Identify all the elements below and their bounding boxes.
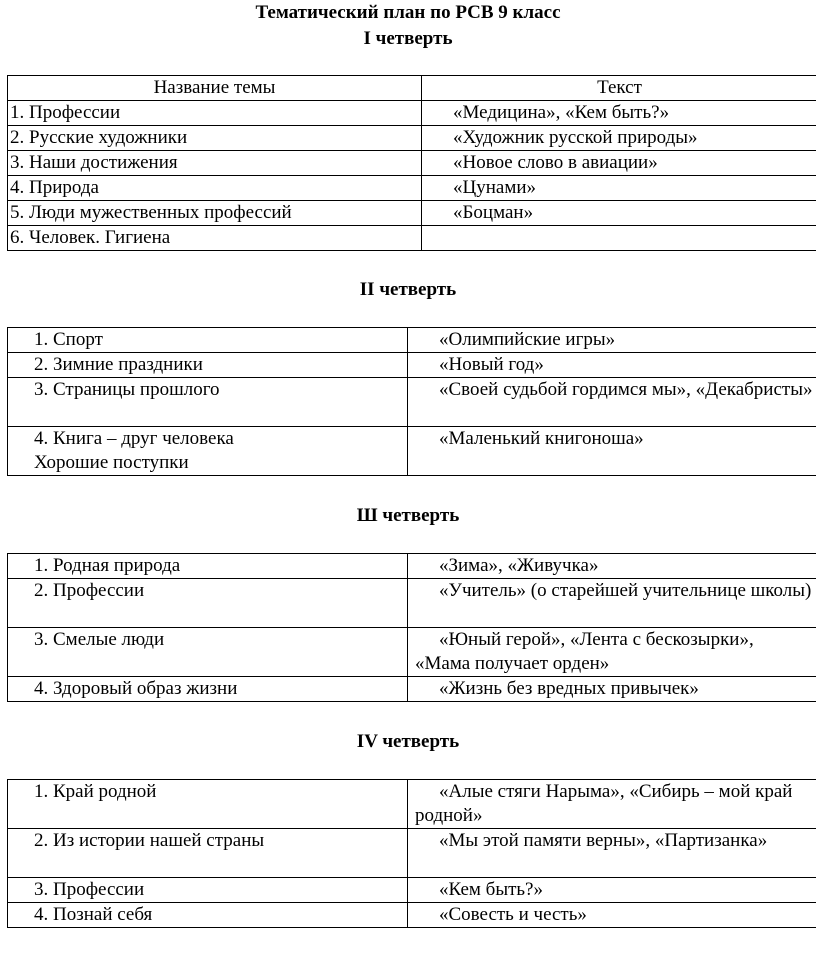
text-cell: «Алые стяги Нарыма», «Сибирь – мой край родной» bbox=[408, 780, 816, 829]
text-cell bbox=[422, 226, 816, 251]
table-row bbox=[8, 829, 816, 878]
text-cell: «Жизнь без вредных привычек» bbox=[408, 677, 816, 702]
table-row bbox=[8, 151, 816, 176]
text-cell: «Зима», «Живучка» bbox=[408, 554, 816, 579]
text-cell: «Медицина», «Кем быть?» bbox=[422, 101, 816, 126]
table-row bbox=[8, 328, 816, 353]
column-header-topic: Название темы bbox=[8, 76, 422, 101]
topic-cell: 4. Природа bbox=[8, 176, 422, 201]
table-row bbox=[8, 126, 816, 151]
text-cell: «Кем быть?» bbox=[408, 878, 816, 903]
text-cell: «Совесть и честь» bbox=[408, 903, 816, 928]
text-cell: «Мы этой памяти верны», «Партизанка» bbox=[408, 829, 816, 878]
topic-cell: 3. Страницы прошлого bbox=[8, 378, 408, 427]
topic-cell: 1. Край родной bbox=[8, 780, 408, 829]
table-row bbox=[8, 878, 816, 903]
topic-cell: 6. Человек. Гигиена bbox=[8, 226, 422, 251]
text-cell: «Художник русской природы» bbox=[422, 126, 816, 151]
table-header-row bbox=[8, 76, 816, 101]
topic-cell: 4. Здоровый образ жизни bbox=[8, 677, 408, 702]
text-cell: «Боцман» bbox=[422, 201, 816, 226]
table-row bbox=[8, 353, 816, 378]
quarter-4-table bbox=[7, 779, 816, 928]
topic-cell: 4. Познай себя bbox=[8, 903, 408, 928]
text-cell: «Учитель» (о старейшей учительнице школы) bbox=[408, 579, 816, 628]
table-row bbox=[8, 677, 816, 702]
text-cell: «Олимпийские игры» bbox=[408, 328, 816, 353]
table-row bbox=[8, 554, 816, 579]
quarter-2-table bbox=[7, 327, 816, 476]
quarter-2-heading: II четверть bbox=[359, 279, 457, 300]
text-cell: «Цунами» bbox=[422, 176, 816, 201]
text-cell: «Новое слово в авиации» bbox=[422, 151, 816, 176]
table-row bbox=[8, 378, 816, 427]
table-row bbox=[8, 226, 816, 251]
document-title: Тематический план по РСВ 9 класс bbox=[255, 2, 561, 23]
topic-cell: 3. Профессии bbox=[8, 878, 408, 903]
topic-cell: 3. Наши достижения bbox=[8, 151, 422, 176]
quarter-1-table bbox=[7, 75, 816, 251]
table-row bbox=[8, 628, 816, 677]
topic-cell: 2. Зимние праздники bbox=[8, 353, 408, 378]
topic-cell: 5. Люди мужественных профессий bbox=[8, 201, 422, 226]
table-row bbox=[8, 201, 816, 226]
text-cell: «Новый год» bbox=[408, 353, 816, 378]
topic-cell: 2. Русские художники bbox=[8, 126, 422, 151]
table-row bbox=[8, 780, 816, 829]
quarter-4-heading: IV четверть bbox=[356, 731, 460, 752]
table-row bbox=[8, 579, 816, 628]
quarter-3-table bbox=[7, 553, 816, 702]
table-row bbox=[8, 101, 816, 126]
table-row bbox=[8, 903, 816, 928]
quarter-1-heading: I четверть bbox=[363, 28, 453, 49]
topic-cell: 1. Родная природа bbox=[8, 554, 408, 579]
topic-cell: 2. Из истории нашей страны bbox=[8, 829, 408, 878]
topic-cell: 1. Спорт bbox=[8, 328, 408, 353]
text-cell: «Маленький книгоноша» bbox=[408, 427, 816, 476]
text-cell: «Своей судьбой гордимся мы», «Декабристы» bbox=[408, 378, 816, 427]
text-cell: «Юный герой», «Лента с бескозырки», «Мама получает орден» bbox=[408, 628, 816, 677]
table-row bbox=[8, 427, 816, 476]
topic-cell: 3. Смелые люди bbox=[8, 628, 408, 677]
topic-cell: 4. Книга – друг человека Хорошие поступки bbox=[8, 427, 408, 476]
topic-cell: 1. Профессии bbox=[8, 101, 422, 126]
column-header-text: Текст bbox=[422, 76, 816, 101]
quarter-3-heading: Ш четверть bbox=[356, 505, 460, 526]
table-row bbox=[8, 176, 816, 201]
topic-cell: 2. Профессии bbox=[8, 579, 408, 628]
